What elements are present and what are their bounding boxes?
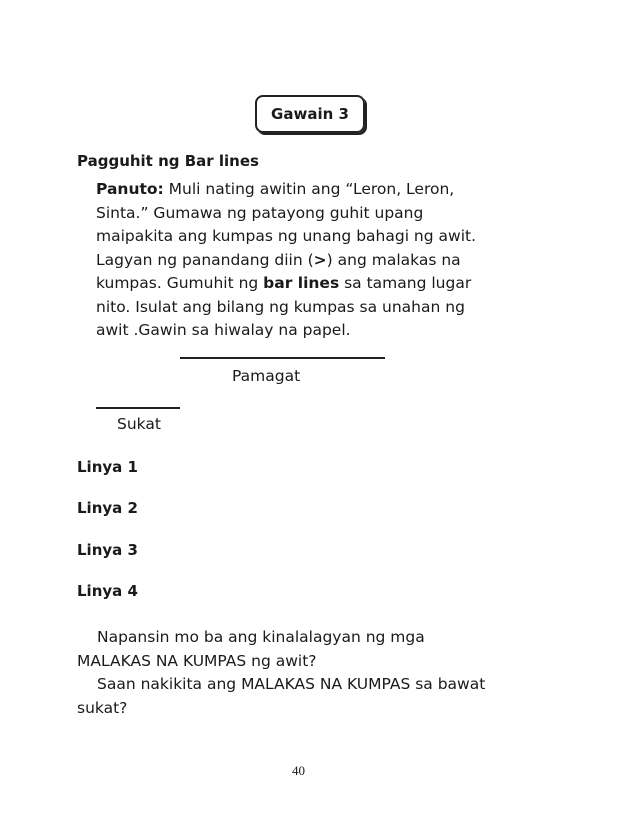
- instructions-line-7: awit .Gawin sa hiwalay na papel.: [96, 321, 351, 339]
- line-label-4: Linya 4: [77, 582, 138, 600]
- instructions-line-2: Sinta.” Gumawa ng patayong guhit upang: [96, 203, 424, 222]
- instructions-line-6: nito. Isulat ang bilang ng kumpas sa unahan ng: [96, 297, 465, 316]
- title-blank-line: [180, 357, 385, 359]
- question-2-line-2: sukat?: [77, 698, 128, 717]
- instructions-lead: Panuto:: [96, 180, 164, 198]
- bar-lines-term: bar lines: [263, 274, 340, 292]
- question-2-line-1: Saan nakikita ang MALAKAS NA KUMPAS sa bawat: [97, 675, 486, 693]
- meter-label: Sukat: [117, 415, 161, 433]
- instructions-line-5: kumpas. Gumuhit ng bar lines sa tamang lugar: [96, 274, 472, 292]
- title-label: Pamagat: [232, 367, 301, 385]
- instructions-line-3: maipakita ang kumpas ng unang bahagi ng awit.: [96, 227, 477, 245]
- accent-marker: >: [313, 250, 327, 269]
- instructions-line-4: Lagyan ng panandang diin (>) ang malakas na: [96, 250, 461, 269]
- question-1-line-1: Napansin mo ba ang kinalalagyan ng mga: [97, 628, 425, 646]
- activity-title: Gawain 3: [271, 105, 349, 123]
- page-number: 40: [292, 763, 305, 778]
- question-1-line-2: MALAKAS NA KUMPAS ng awit?: [77, 651, 317, 670]
- line-label-1: Linya 1: [77, 458, 138, 476]
- meter-blank-line: [96, 407, 180, 409]
- activity-title-box: [255, 95, 365, 133]
- instructions-line-1: Panuto: Muli nating awitin ang “Leron, Leron,: [96, 180, 455, 198]
- line-label-3: Linya 3: [77, 541, 138, 559]
- line-label-2: Linya 2: [77, 499, 138, 517]
- section-title: Pagguhit ng Bar lines: [77, 152, 259, 170]
- questions: [77, 626, 547, 720]
- instructions: [96, 178, 476, 343]
